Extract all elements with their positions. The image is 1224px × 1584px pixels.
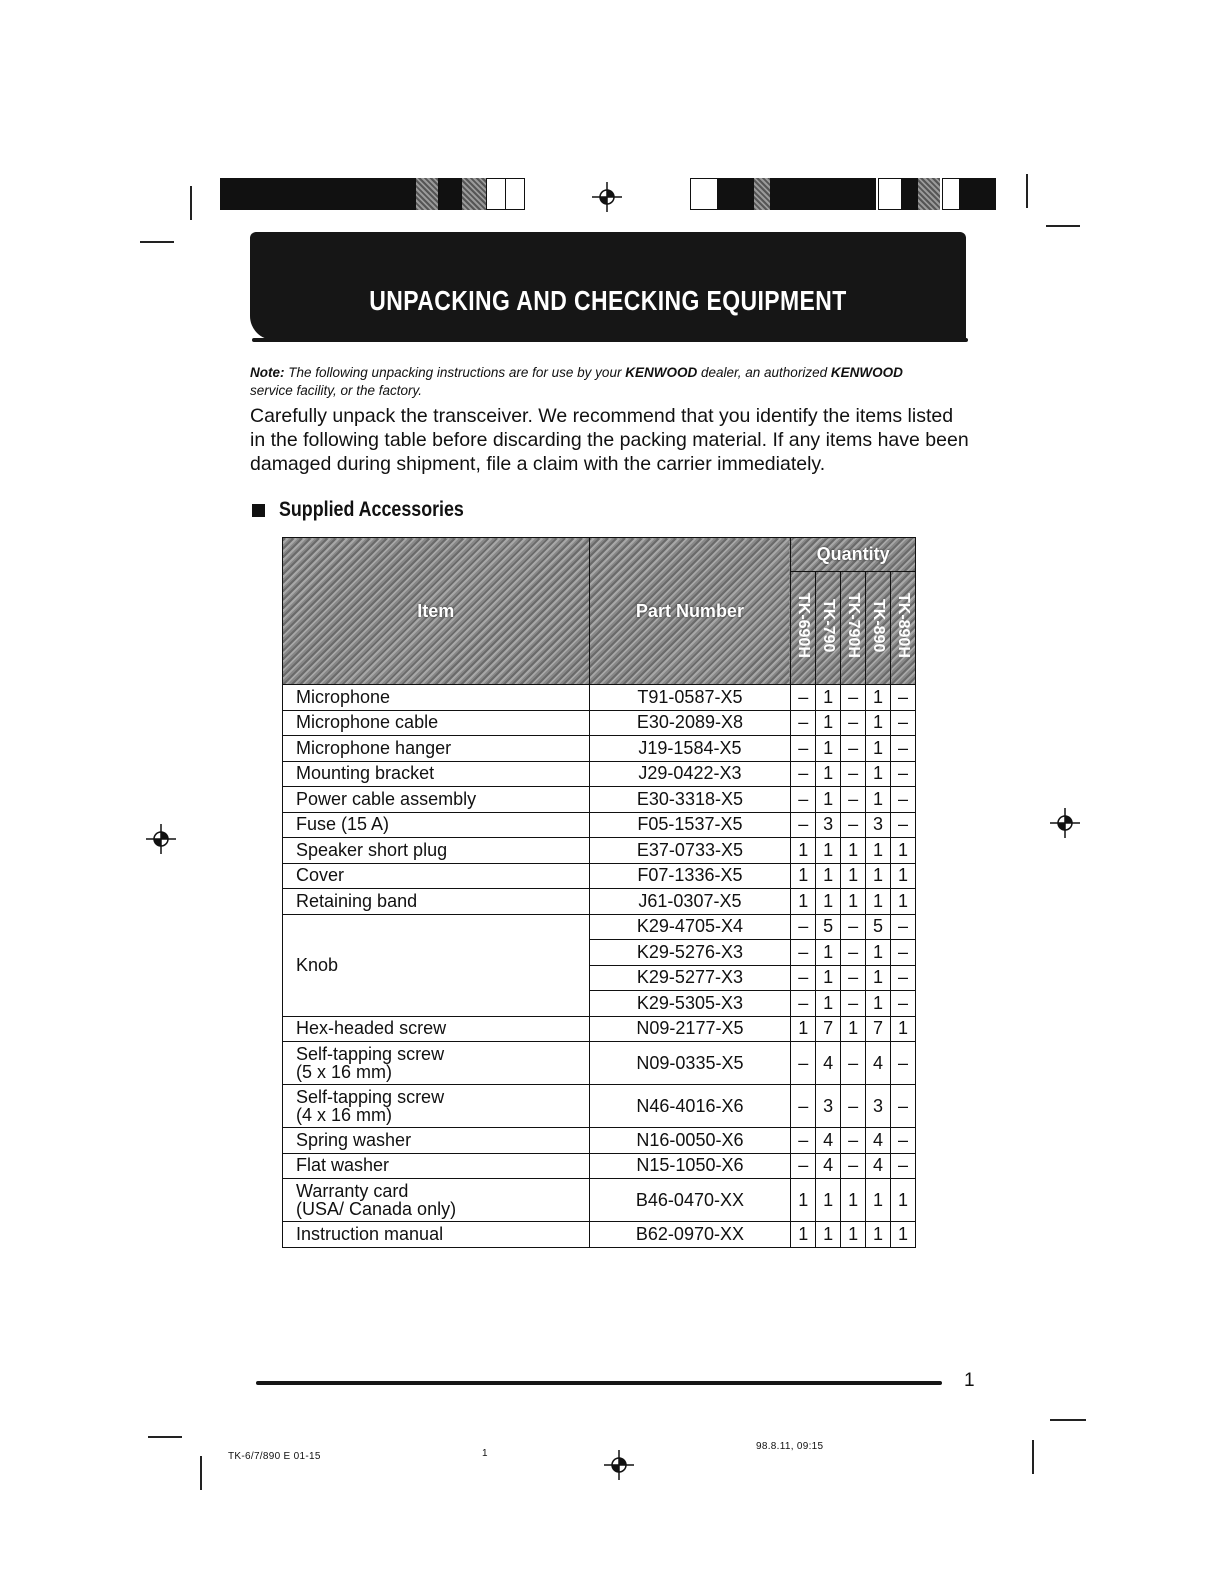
part-number-cell: J29-0422-X3 <box>589 761 791 787</box>
quantity-cell: – <box>791 685 816 711</box>
quantity-cell: 3 <box>866 1085 891 1128</box>
quantity-cell: 4 <box>866 1153 891 1179</box>
quantity-cell: – <box>791 787 816 813</box>
item-name: Warranty card <box>296 1181 409 1201</box>
item-name-cell <box>283 685 590 711</box>
quantity-cell: 1 <box>816 685 841 711</box>
part-number-cell: J19-1584-X5 <box>589 736 791 762</box>
part-number-cell: B62-0970-XX <box>589 1222 791 1248</box>
table-row <box>283 889 916 915</box>
quantity-cell: 1 <box>841 889 866 915</box>
part-number-cell: T91-0587-X5 <box>589 685 791 711</box>
part-number-cell: F05-1537-X5 <box>589 812 791 838</box>
quantity-cell: 1 <box>891 1179 916 1222</box>
quantity-cell: – <box>791 710 816 736</box>
item-name: Microphone <box>296 686 391 707</box>
quantity-cell: 1 <box>816 1222 841 1248</box>
crop-mark <box>1050 1419 1086 1421</box>
item-name-cell <box>283 863 590 889</box>
quantity-cell: 1 <box>866 838 891 864</box>
note-text: The following unpacking instructions are for use by your <box>288 365 622 380</box>
quantity-cell: – <box>841 761 866 787</box>
part-number-cell: K29-5277-X3 <box>589 965 791 991</box>
quantity-cell: 1 <box>816 991 841 1017</box>
item-name-cell <box>283 787 590 813</box>
quantity-cell: 1 <box>866 1179 891 1222</box>
quantity-cell: – <box>791 965 816 991</box>
column-header-model: TK-790H <box>841 572 866 685</box>
quantity-cell: – <box>891 991 916 1017</box>
table-row <box>283 1179 916 1222</box>
quantity-cell: – <box>891 787 916 813</box>
item-name-cell: Knob <box>283 914 590 1016</box>
item-name: Power cable assembly <box>296 788 477 809</box>
item-name: Speaker short plug <box>296 839 448 860</box>
square-bullet-icon <box>252 504 265 517</box>
quantity-cell: – <box>891 940 916 966</box>
item-name: Self-tapping screw <box>296 1087 445 1107</box>
quantity-cell: – <box>841 685 866 711</box>
table-row <box>283 863 916 889</box>
crosshair-icon <box>1050 808 1080 838</box>
column-header-model: TK-690H <box>791 572 816 685</box>
item-name: Instruction manual <box>296 1223 444 1244</box>
crop-mark <box>190 186 192 220</box>
brand-name: KENWOOD <box>830 365 903 380</box>
quantity-cell: 1 <box>866 1222 891 1248</box>
item-name: Microphone cable <box>296 712 439 733</box>
section-title: Supplied Accessories <box>279 498 464 521</box>
quantity-cell: 1 <box>841 1222 866 1248</box>
quantity-cell: 1 <box>816 787 841 813</box>
table-row <box>283 787 916 813</box>
item-name-cell <box>283 1016 590 1042</box>
quantity-cell: – <box>841 940 866 966</box>
item-name-cell <box>283 838 590 864</box>
quantity-cell: 1 <box>791 838 816 864</box>
quantity-cell: 7 <box>866 1016 891 1042</box>
part-number-cell: N09-0335-X5 <box>589 1042 791 1085</box>
quantity-cell: 1 <box>816 965 841 991</box>
item-name: Flat washer <box>296 1155 390 1176</box>
quantity-cell: 4 <box>866 1042 891 1085</box>
column-header-model: TK-790 <box>816 572 841 685</box>
item-name-cell <box>283 1128 590 1154</box>
item-name: Spring washer <box>296 1129 412 1150</box>
accessories-table <box>282 537 916 1248</box>
banner-underline <box>252 338 968 342</box>
crop-mark <box>1032 1440 1034 1474</box>
quantity-cell: 1 <box>816 838 841 864</box>
item-name: Cover <box>296 865 345 886</box>
quantity-cell: – <box>891 1042 916 1085</box>
table-row <box>283 1128 916 1154</box>
registration-bar-right <box>690 178 996 210</box>
column-header-part-number: Part Number <box>589 538 791 685</box>
item-name-detail: (5 x 16 mm) <box>296 1062 393 1082</box>
table-row <box>283 1042 916 1085</box>
quantity-cell: – <box>791 914 816 940</box>
part-number-cell: E37-0733-X5 <box>589 838 791 864</box>
quantity-cell: – <box>791 1128 816 1154</box>
column-header-model: TK-890 <box>866 572 891 685</box>
item-name-detail: (4 x 16 mm) <box>296 1105 393 1125</box>
quantity-cell: 1 <box>791 863 816 889</box>
quantity-cell: 1 <box>841 1179 866 1222</box>
quantity-cell: 1 <box>866 685 891 711</box>
quantity-cell: – <box>841 1042 866 1085</box>
quantity-cell: 1 <box>866 940 891 966</box>
item-name-cell <box>283 889 590 915</box>
quantity-cell: – <box>891 1128 916 1154</box>
quantity-cell: 1 <box>816 710 841 736</box>
part-number-cell: E30-2089-X8 <box>589 710 791 736</box>
quantity-cell: 1 <box>841 838 866 864</box>
part-number-cell: N09-2177-X5 <box>589 1016 791 1042</box>
part-number-cell: J61-0307-X5 <box>589 889 791 915</box>
quantity-cell: 1 <box>866 863 891 889</box>
footer-timestamp: 98.8.11, 09:15 <box>756 1441 824 1452</box>
part-number-cell: N16-0050-X6 <box>589 1128 791 1154</box>
crosshair-icon <box>146 824 176 854</box>
item-name-cell <box>283 736 590 762</box>
quantity-cell: – <box>891 1085 916 1128</box>
item-name-cell <box>283 812 590 838</box>
part-number-cell: K29-5305-X3 <box>589 991 791 1017</box>
quantity-cell: – <box>841 787 866 813</box>
quantity-cell: 5 <box>816 914 841 940</box>
quantity-cell: 1 <box>866 736 891 762</box>
crosshair-icon <box>604 1450 634 1480</box>
item-name: Self-tapping screw <box>296 1044 445 1064</box>
part-number-cell: E30-3318-X5 <box>589 787 791 813</box>
crop-mark <box>1026 174 1028 208</box>
part-number-cell: N15-1050-X6 <box>589 1153 791 1179</box>
item-name: Microphone hanger <box>296 737 452 758</box>
quantity-cell: – <box>841 736 866 762</box>
quantity-cell: 1 <box>816 889 841 915</box>
crosshair-icon <box>592 182 622 212</box>
quantity-cell: – <box>891 761 916 787</box>
item-name-cell <box>283 761 590 787</box>
quantity-cell: – <box>791 1085 816 1128</box>
crop-mark <box>200 1456 202 1490</box>
quantity-cell: 1 <box>841 1016 866 1042</box>
quantity-cell: 1 <box>816 940 841 966</box>
quantity-cell: 1 <box>866 965 891 991</box>
quantity-cell: 4 <box>866 1128 891 1154</box>
quantity-cell: – <box>891 1153 916 1179</box>
table-row <box>283 914 916 940</box>
item-name: Hex-headed screw <box>296 1018 447 1039</box>
crop-mark <box>140 241 174 243</box>
quantity-cell: – <box>791 736 816 762</box>
quantity-cell: 7 <box>816 1016 841 1042</box>
quantity-cell: – <box>791 991 816 1017</box>
quantity-cell: 5 <box>866 914 891 940</box>
item-name-cell <box>283 1085 590 1128</box>
quantity-cell: 1 <box>866 710 891 736</box>
brand-name: KENWOOD <box>625 365 698 380</box>
quantity-cell: 1 <box>866 761 891 787</box>
quantity-cell: – <box>841 1085 866 1128</box>
table-row <box>283 761 916 787</box>
quantity-cell: 1 <box>891 863 916 889</box>
quantity-cell: 1 <box>891 838 916 864</box>
item-name: Mounting bracket <box>296 763 435 784</box>
quantity-cell: – <box>841 914 866 940</box>
quantity-cell: – <box>841 991 866 1017</box>
table-row <box>283 1085 916 1128</box>
quantity-cell: – <box>891 685 916 711</box>
intro-paragraph: Carefully unpack the transceiver. We recommend that you identify the items listed in the following table before discarding the packing material. If any items have been damaged during shipment, file a claim with the carrier immediately. <box>250 405 969 475</box>
quantity-cell: 1 <box>816 736 841 762</box>
page-number: 1 <box>964 1370 975 1391</box>
table-row <box>283 1222 916 1248</box>
part-number-cell: K29-5276-X3 <box>589 940 791 966</box>
note-text: service facility, or the factory. <box>250 383 423 398</box>
item-name-cell <box>283 1042 590 1085</box>
quantity-cell: – <box>791 1153 816 1179</box>
quantity-cell: 1 <box>891 1016 916 1042</box>
quantity-cell: 3 <box>866 812 891 838</box>
quantity-cell: 1 <box>891 889 916 915</box>
part-number-cell: K29-4705-X4 <box>589 914 791 940</box>
crop-mark <box>148 1436 182 1438</box>
quantity-cell: 4 <box>816 1128 841 1154</box>
quantity-cell: – <box>891 736 916 762</box>
quantity-cell: 1 <box>816 863 841 889</box>
table-row <box>283 812 916 838</box>
section-heading <box>252 498 496 522</box>
quantity-cell: 1 <box>891 1222 916 1248</box>
note <box>250 364 940 400</box>
table-row <box>283 685 916 711</box>
item-name-cell <box>283 1179 590 1222</box>
quantity-cell: – <box>791 1042 816 1085</box>
quantity-cell: 1 <box>791 1016 816 1042</box>
column-header-model: TK-890H <box>891 572 916 685</box>
column-header-quantity: Quantity <box>791 538 916 572</box>
part-number-cell: F07-1336-X5 <box>589 863 791 889</box>
quantity-cell: – <box>891 914 916 940</box>
quantity-cell: 1 <box>841 863 866 889</box>
quantity-cell: – <box>791 940 816 966</box>
part-number-cell: B46-0470-XX <box>589 1179 791 1222</box>
quantity-cell: 4 <box>816 1153 841 1179</box>
item-name: Fuse (15 A) <box>296 814 390 835</box>
quantity-cell: – <box>841 710 866 736</box>
table-row <box>283 1153 916 1179</box>
quantity-cell: 1 <box>791 1222 816 1248</box>
quantity-cell: 1 <box>866 787 891 813</box>
table-row <box>283 736 916 762</box>
quantity-cell: 1 <box>791 889 816 915</box>
part-number-cell: N46-4016-X6 <box>589 1085 791 1128</box>
table-row <box>283 838 916 864</box>
item-name-cell <box>283 710 590 736</box>
quantity-cell: – <box>791 761 816 787</box>
item-name-cell <box>283 1222 590 1248</box>
quantity-cell: 4 <box>816 1042 841 1085</box>
column-header-item: Item <box>283 538 590 685</box>
quantity-cell: 1 <box>816 761 841 787</box>
registration-bar-left <box>220 178 524 210</box>
quantity-cell: 1 <box>866 991 891 1017</box>
crop-mark <box>1046 225 1080 227</box>
quantity-cell: – <box>791 812 816 838</box>
quantity-cell: – <box>891 710 916 736</box>
title-banner <box>250 232 966 340</box>
quantity-cell: 1 <box>866 889 891 915</box>
quantity-cell: – <box>891 965 916 991</box>
page-title: UNPACKING AND CHECKING EQUIPMENT <box>369 285 847 316</box>
quantity-cell: – <box>891 812 916 838</box>
quantity-cell: – <box>841 812 866 838</box>
bottom-rule <box>256 1381 942 1385</box>
quantity-cell: – <box>841 1128 866 1154</box>
footer-page: 1 <box>482 1448 488 1459</box>
quantity-cell: 3 <box>816 812 841 838</box>
table-row <box>283 1016 916 1042</box>
quantity-cell: – <box>841 965 866 991</box>
note-label: Note: <box>250 365 285 380</box>
quantity-cell: 3 <box>816 1085 841 1128</box>
quantity-cell: 1 <box>791 1179 816 1222</box>
table-row <box>283 710 916 736</box>
footer-file-id: TK-6/7/890 E 01-15 <box>228 1451 321 1462</box>
note-text: dealer, an authorized <box>700 365 828 380</box>
quantity-cell: – <box>841 1153 866 1179</box>
item-name-detail: (USA/ Canada only) <box>296 1199 457 1219</box>
quantity-cell: 1 <box>816 1179 841 1222</box>
item-name: Retaining band <box>296 890 418 911</box>
item-name-cell <box>283 1153 590 1179</box>
